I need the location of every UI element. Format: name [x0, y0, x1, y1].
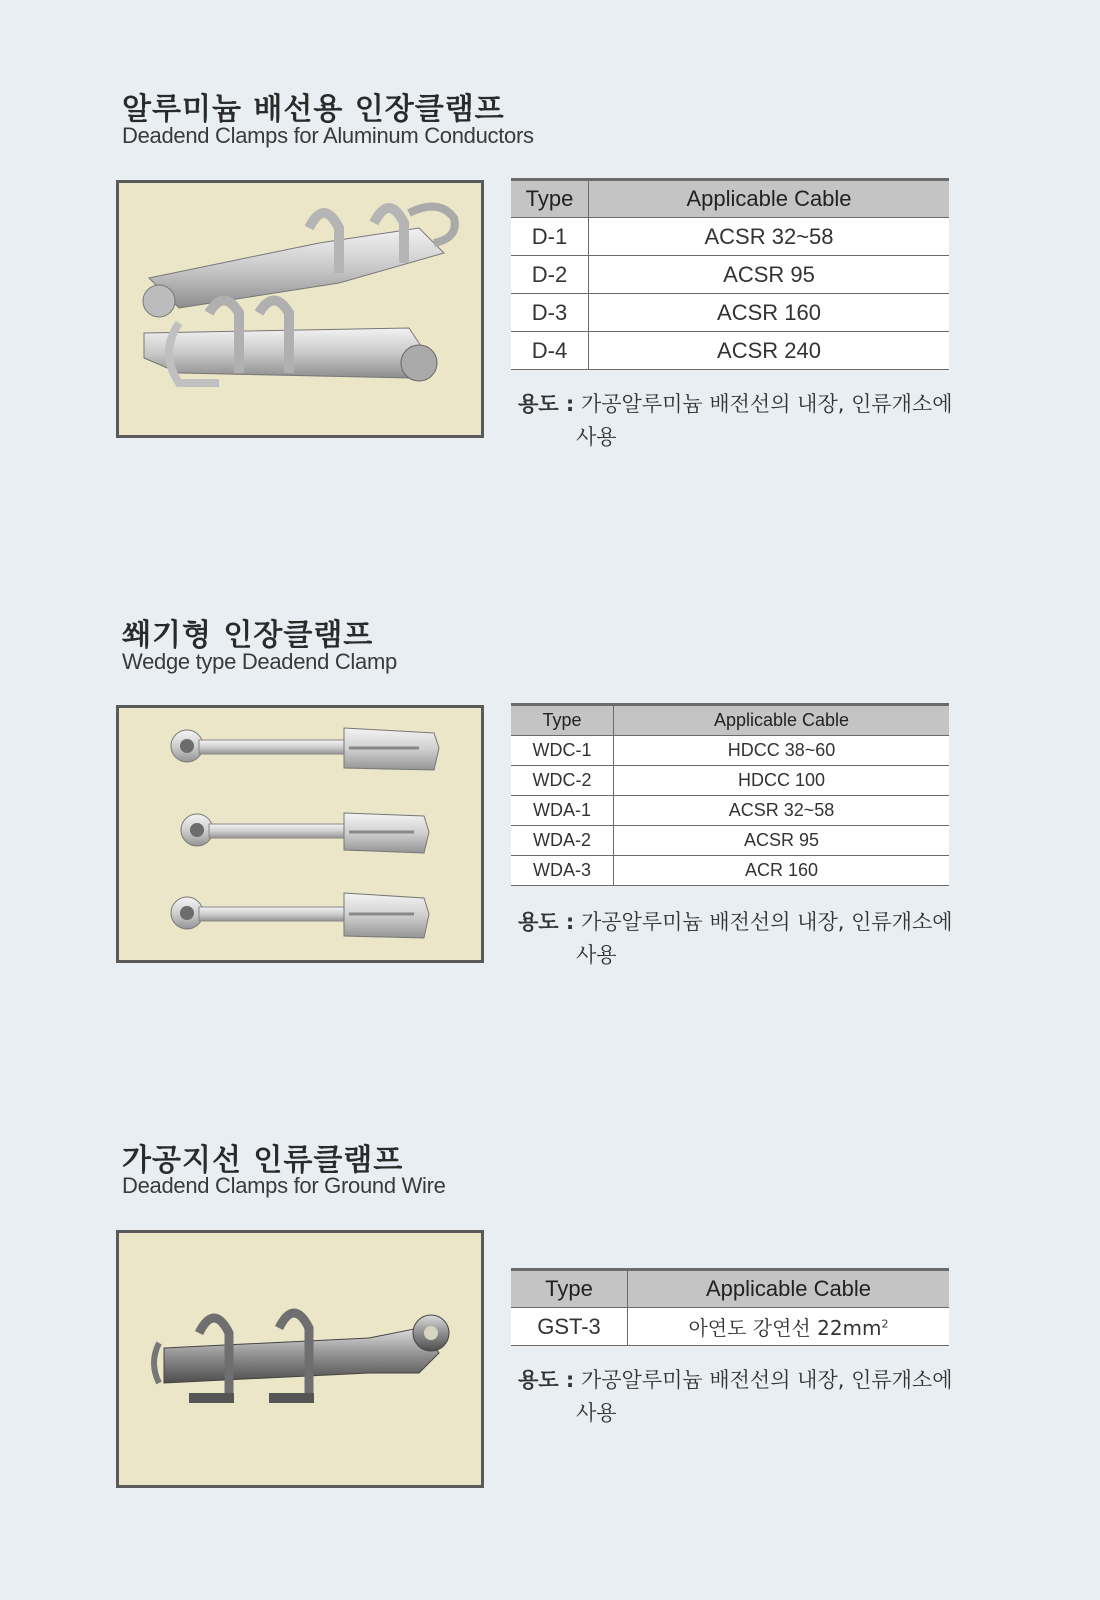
table-header-row: [511, 180, 949, 218]
column-header-applicable-cable: Applicable Cable: [614, 705, 950, 736]
wedge-clamp-illustration: [119, 708, 481, 960]
column-header-type: Type: [511, 180, 589, 218]
spec-table: [511, 703, 949, 886]
product-photo-deadend-clamps: [116, 180, 484, 438]
usage-text-line1: 가공알루미늄 배전선의 내장, 인류개소에: [580, 910, 953, 934]
cell-type: WDC-1: [511, 736, 614, 766]
column-header-type: Type: [511, 1270, 628, 1308]
cell-cable: ACSR 240: [589, 332, 950, 370]
table-row: [511, 856, 949, 886]
table-row: [511, 796, 949, 826]
cell-type: D-3: [511, 294, 589, 332]
table-row: [511, 766, 949, 796]
section-title-korean: 알루미늄 배선용 인장클램프: [122, 92, 505, 127]
cell-cable: ACSR 95: [589, 256, 950, 294]
table-row: [511, 218, 949, 256]
section-title-korean: 가공지선 인류클램프: [122, 1143, 404, 1178]
cell-cable: ACSR 95: [614, 826, 950, 856]
table-row: [511, 256, 949, 294]
clamp-illustration: [119, 183, 481, 435]
usage-label: 용도 :: [518, 1368, 575, 1392]
product-photo-ground-wire-clamp: [116, 1230, 484, 1488]
usage-note: [518, 388, 958, 454]
ground-wire-clamp-illustration: [119, 1233, 481, 1485]
usage-text-line1: 가공알루미늄 배전선의 내장, 인류개소에: [580, 1368, 953, 1392]
usage-note: [518, 1364, 958, 1430]
table-row: [511, 736, 949, 766]
cell-cable: ACR 160: [614, 856, 950, 886]
section-title-english: Deadend Clamps for Aluminum Conductors: [122, 123, 534, 148]
table-row: [511, 1308, 949, 1346]
table-header-row: [511, 1270, 949, 1308]
usage-label: 용도 :: [518, 910, 575, 934]
table-row: [511, 826, 949, 856]
cell-cable: HDCC 38~60: [614, 736, 950, 766]
table-header-row: [511, 705, 949, 736]
table-row: [511, 294, 949, 332]
cell-cable: ACSR 32~58: [614, 796, 950, 826]
usage-text-line2: 사용: [576, 425, 617, 449]
section-title-english: Deadend Clamps for Ground Wire: [122, 1173, 446, 1198]
column-header-applicable-cable: Applicable Cable: [589, 180, 950, 218]
cell-cable: ACSR 160: [589, 294, 950, 332]
column-header-applicable-cable: Applicable Cable: [628, 1270, 950, 1308]
cell-type: WDA-2: [511, 826, 614, 856]
usage-label: 용도 :: [518, 392, 575, 416]
cell-cable: [628, 1308, 950, 1346]
cell-cable-superscript: 2: [881, 1317, 889, 1331]
usage-text-line2: 사용: [576, 943, 617, 967]
cell-type: WDC-2: [511, 766, 614, 796]
usage-text-line2: 사용: [576, 1401, 617, 1425]
spec-table: [511, 178, 949, 370]
cell-type: D-1: [511, 218, 589, 256]
cell-type: WDA-1: [511, 796, 614, 826]
table-row: [511, 332, 949, 370]
spec-table: [511, 1268, 949, 1346]
cell-type: D-4: [511, 332, 589, 370]
cell-cable: HDCC 100: [614, 766, 950, 796]
cell-type: D-2: [511, 256, 589, 294]
column-header-type: Type: [511, 705, 614, 736]
cell-cable: ACSR 32~58: [589, 218, 950, 256]
usage-text-line1: 가공알루미늄 배전선의 내장, 인류개소에: [580, 392, 953, 416]
cell-type: GST-3: [511, 1308, 628, 1346]
product-photo-wedge-clamps: [116, 705, 484, 963]
section-title-english: Wedge type Deadend Clamp: [122, 649, 397, 674]
cell-type: WDA-3: [511, 856, 614, 886]
usage-note: [518, 906, 958, 972]
cell-cable-text: 아연도 강연선 22mm: [688, 1316, 882, 1340]
section-title-korean: 쐐기형 인장클램프: [122, 618, 374, 653]
